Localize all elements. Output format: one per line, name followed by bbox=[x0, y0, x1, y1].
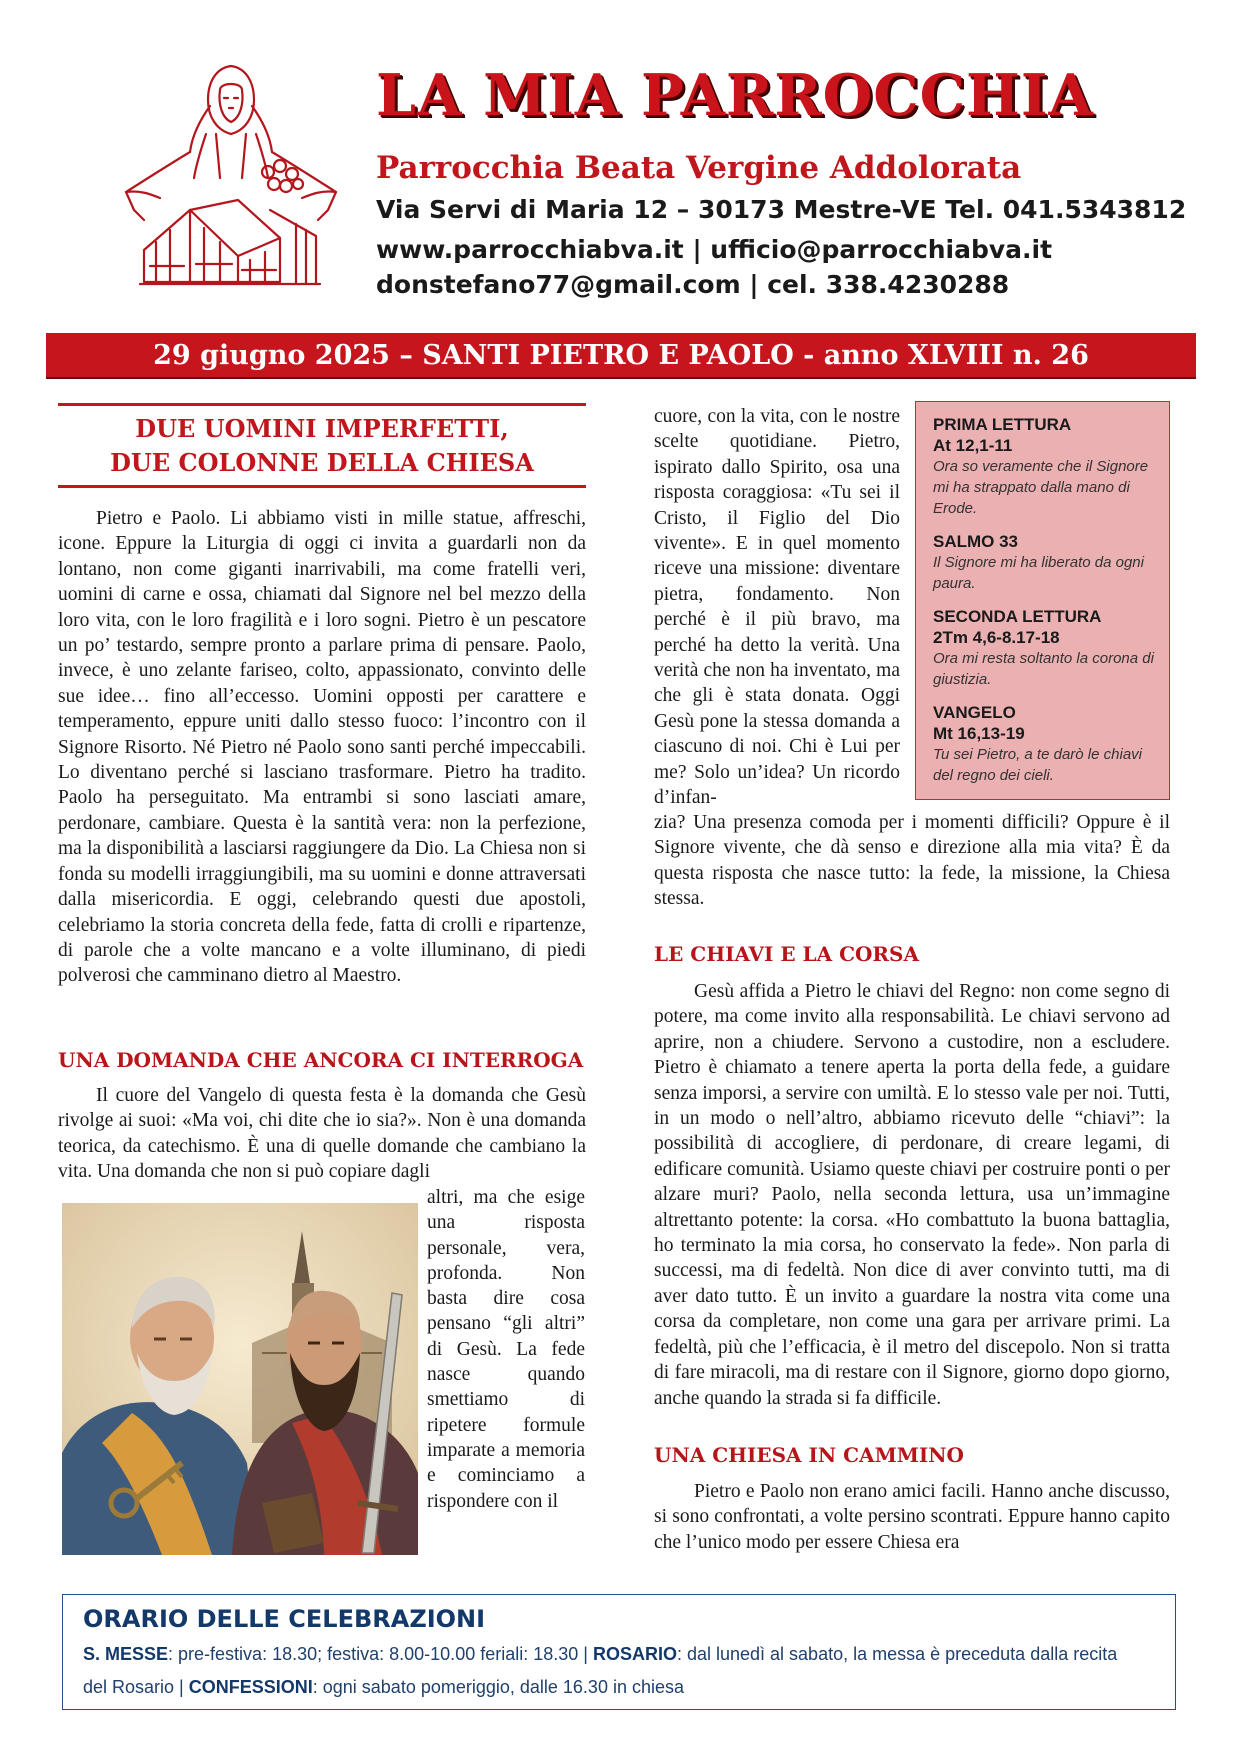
gospel-heading: VANGELO bbox=[933, 703, 1016, 722]
title-rule-top bbox=[58, 403, 586, 406]
parish-website-email[interactable]: www.parrocchiabva.it | ufficio@parrocchiabva.it bbox=[376, 235, 1053, 264]
section-text-domanda: Il cuore del Vangelo di questa festa è la domanda che Gesù rivolge ai suoi: «Ma voi, chi dite che io sia?». Non è una domanda teorica, da catechismo. È una di quelle domande che cambiano la vita. Una domanda che non si può copiare dagli bbox=[58, 1085, 586, 1183]
issue-banner bbox=[46, 333, 1196, 377]
section-text-wrap: altri, ma che esige una risposta personale, vera, profonda. Non basta dire cosa pensano “gli altri” di Gesù. La fede nasce quando smettiamo di ripetere formule imparate a memoria e cominciamo a rispondere con il bbox=[427, 1187, 585, 1512]
schedule-line1 bbox=[83, 1644, 1117, 1665]
psalm-heading: SALMO 33 bbox=[933, 532, 1019, 551]
rosary-text-continued: del Rosario | bbox=[83, 1677, 189, 1697]
reading2-text: Ora mi resta soltanto la corona di giustizia. bbox=[933, 650, 1154, 688]
reading1-reference: At 12,1-11 bbox=[933, 436, 1013, 455]
article-title-line2: DUE COLONNE DELLA CHIESA bbox=[110, 448, 534, 477]
section-text-cammino: Pietro e Paolo non erano amici facili. Hanno anche discusso, si sono confrontati, a volte persino scontrati. Eppure hanno capito che l’unico modo per essere Chiesa era bbox=[654, 1481, 1170, 1553]
reading1-text: Ora so veramente che il Signore mi ha strappato dalla mano di Erode. bbox=[933, 458, 1149, 517]
masses-label: S. MESSE bbox=[83, 1644, 169, 1664]
parish-logo bbox=[120, 60, 342, 292]
article-title-line1: DUE UOMINI IMPERFETTI, bbox=[135, 414, 509, 443]
parish-name: Parrocchia Beata Vergine Addolorata bbox=[376, 150, 1022, 186]
gospel-text: Tu sei Pietro, a te darò le chiavi del regno dei cieli. bbox=[933, 746, 1142, 784]
section-heading-cammino: UNA CHIESA IN CAMMINO bbox=[654, 1443, 964, 1467]
confessions-label: CONFESSIONI bbox=[188, 1677, 313, 1697]
title-rule-bottom bbox=[58, 485, 586, 488]
reading2-reference: 2Tm 4,6-8.17-18 bbox=[933, 628, 1060, 647]
reading2-heading: SECONDA LETTURA bbox=[933, 607, 1102, 626]
gospel-reference: Mt 16,13-19 bbox=[933, 724, 1025, 743]
issue-date-label: 29 giugno 2025 – SANTI PIETRO E PAOLO - anno XLVIII n. 26 bbox=[153, 339, 1089, 371]
psalm-text: Il Signore mi ha liberato da ogni paura. bbox=[933, 554, 1144, 592]
reading1-heading: PRIMA LETTURA bbox=[933, 415, 1072, 434]
article-title bbox=[58, 412, 586, 480]
column2-body-text: zia? Una presenza comoda per i momenti difficili? Oppure è il Signore vivente, che dà senso e direzione alla mia vita? È da questa risposta che nasce tutto: la fede, la missione, la Chiesa stessa. bbox=[654, 812, 1170, 910]
rosary-label: ROSARIO bbox=[592, 1644, 677, 1664]
article-intro: Pietro e Paolo. Li abbiamo visti in mille statue, affreschi, icone. Eppure la Liturgia di oggi ci invita a guardarli non da lontano, non come giganti inarrivabili, ma come fratelli veri, uomini di carne e ossa, chiamati dal Signore nel bel mezzo della loro vita, con le loro fragilità e i loro sogni. Pietro è un pescatore un po’ testardo, sempre pronto a parlare prima di pensare. Paolo, invece, è uno zelante fariseo, colto, appassionato, convinto delle sue idee… fino all’eccesso. Uomini opposti per carattere e temperamento, eppure uniti dallo stesso fuoco: l’incontro con il Signore Risorto. Né Pietro né Paolo sono santi perché impeccabili. Lo diventano perché si lasciano trasformare. Pietro ha tradito. Paolo ha perseguitato. Ma entrambi si sono lasciati amare, perdonare, cambiare. Questa è la santità vera: non la perfezione, ma la disponibilità a lasciarsi raggiungere da Dio. La Chiesa non si fonda su modelli irraggiungibili, ma su uomini e donne attraversati dalla misericordia. E oggi, celebrando questi due apostoli, celebriamo la storia concreta della fede, fatta di crolli e ripartenze, di parole che a volte mancano e a volte illuminano, di piedi polverosi che camminano dietro al Maestro. bbox=[58, 508, 586, 987]
section-heading-chiavi: LE CHIAVI E LA CORSA bbox=[654, 942, 920, 966]
parish-address: Via Servi di Maria 12 – 30173 Mestre-VE Tel. 041.5343812 bbox=[376, 195, 1187, 224]
schedule-box bbox=[62, 1594, 1176, 1710]
priest-contact[interactable]: donstefano77@gmail.com | cel. 338.4230288 bbox=[376, 270, 1010, 299]
schedule-line2 bbox=[83, 1677, 684, 1698]
confessions-text: : ogni sabato pomeriggio, dalle 16.30 in chiesa bbox=[312, 1677, 684, 1697]
section-text-chiavi: Gesù affida a Pietro le chiavi del Regno: non come segno di potere, ma come invito alla responsabilità. Le chiavi servono ad aprire, non a chiudere. Servono a custodire, non a escludere. Pietro è chiamato a tenere aperta la porta della fede, a guidare senza imporsi, a servire con umiltà. E lo stesso vale per noi. Tutti, in un modo o nell’altro, abbiamo ricevuto delle “chiavi”: la possibilità di accogliere, di perdonare, di creare legami, di edificare comunità. Usiamo queste chiavi per costruire ponti o per alzare muri? Paolo, nella seconda lettura, usa un’immagine altrettanto potente: la corsa. «Ho combattuto la buona battaglia, ho terminato la mia corsa, ho conservato la fede». Non parla di successi, ma di fedeltà. Non dice di aver convinto tutti, ma di aver dato tutto. È un invito a guardare la nostra vita come una corsa da completare, non come una gara per arrivare primi. La fedeltà, più che l’efficacia, è il metro del discepolo. Non si tratta di fare miracoli, ma di restare con il Signore, giorno dopo giorno, anche quando la strada si fa difficile. bbox=[654, 981, 1170, 1409]
schedule-title: ORARIO DELLE CELEBRAZIONI bbox=[83, 1605, 486, 1633]
masses-times: : pre-festiva: 18.30; festiva: 8.00-10.00 feriali: 18.30 | bbox=[168, 1644, 593, 1664]
section-heading-domanda: UNA DOMANDA CHE ANCORA CI INTERROGA bbox=[58, 1048, 584, 1072]
saints-peter-paul-image bbox=[62, 1203, 418, 1555]
column2-top-text: cuore, con la vita, con le nostre scelte quotidiane. Pietro, ispirato dallo Spirito, osa una risposta coraggiosa: «Tu sei il Cristo, il Figlio del Dio vivente». E in quel momento riceve una missione: diventare pietra, fondamento. Non perché è il più bravo, ma perché ha detto la verità. Una verità che non ha inventato, ma che gli è stata donata. Oggi Gesù pone la stessa domanda a ciascuno di noi. Chi è Lui per me? Solo un’idea? Un ricordo d’infan- bbox=[654, 406, 900, 809]
masthead-title: LA MIA PARROCCHIA bbox=[376, 62, 1094, 129]
readings-box bbox=[915, 401, 1170, 800]
rosary-text: : dal lunedì al sabato, la messa è preceduta dalla recita bbox=[676, 1644, 1118, 1664]
